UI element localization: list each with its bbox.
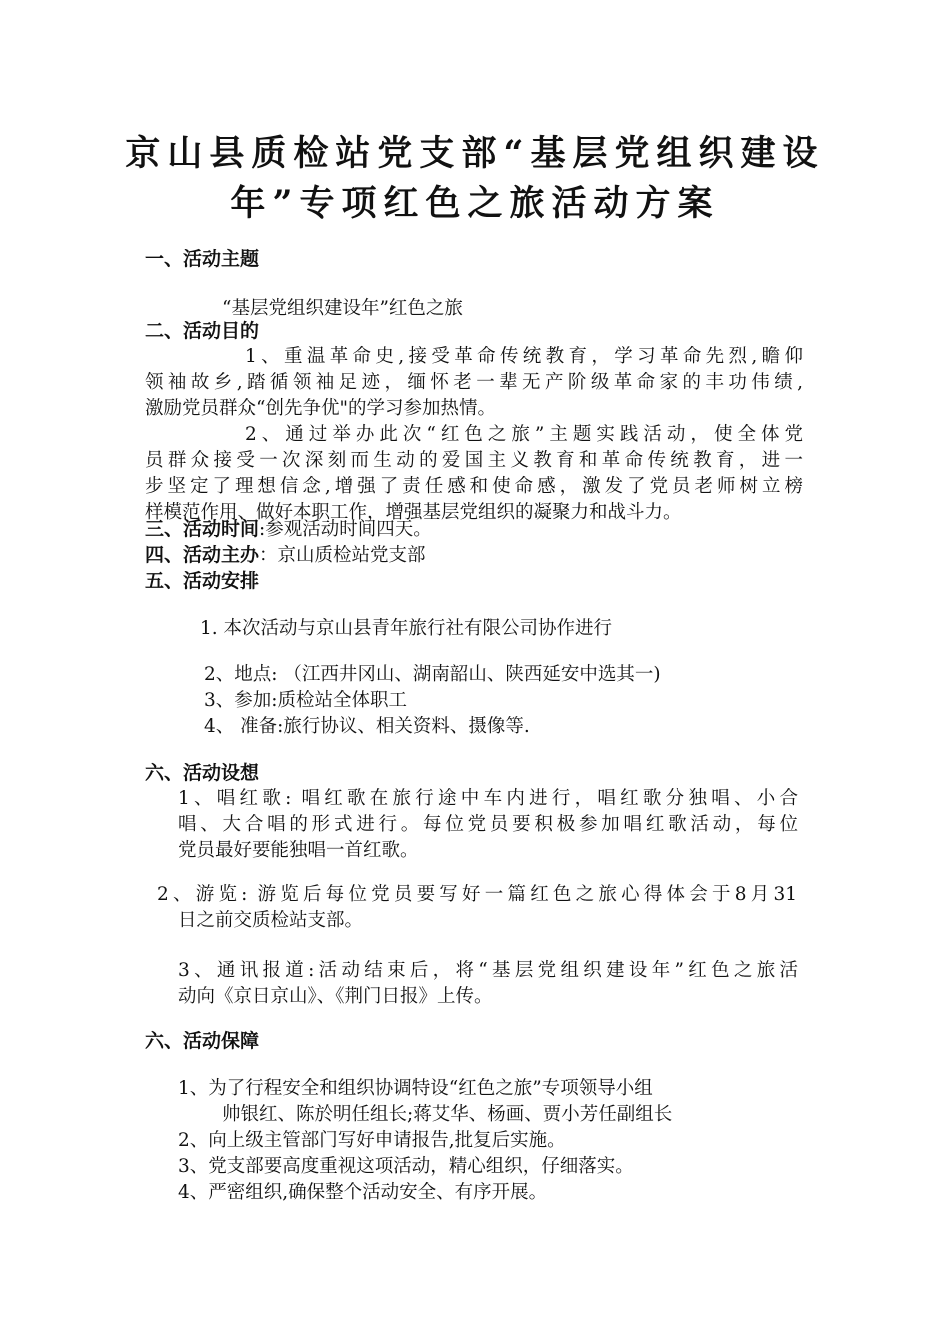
section-heading-organizer: 四、活动主办 [145,544,260,566]
document-title-line-2: 年”专项红色之旅活动方案 [230,183,720,224]
arrangement-item-4: 4、 准备:旅行协议、相关资料、摄像等. [204,716,530,737]
guarantee-item-1-line2: 帅银红、陈於明任组长;蒋艾华、杨画、贾小芳任副组长 [222,1104,673,1125]
section-heading-purpose: 二、活动目的 [145,320,260,342]
section-heading-arrangement: 五、活动安排 [145,570,260,592]
arrangement-item-2: 2、地点: （江西井冈山、湖南韶山、陕西延安中选其一) [204,664,661,685]
purpose-p1-line3: 激励党员群众“创先争优"的学习参加热情。 [145,398,496,419]
guarantee-item-3: 3、党支部要高度重视这项活动，精心组织，仔细落实。 [178,1156,634,1177]
purpose-p2-line4: 样模范作用、做好本职工作，增强基层党组织的凝聚力和战斗力。 [145,502,682,523]
plan-item-1-line2: 唱、大合唱的形式进行。每位党员要积极参加唱红歌活动，每位 [178,814,798,835]
plan-item-3-line1: 3、通讯报道:活动结束后，将“基层党组织建设年”红色之旅活 [178,960,798,981]
arrangement-item-3: 3、参加:质检站全体职工 [204,690,408,711]
organizer-text: ：京山质检站党支部 [259,545,426,566]
section-organizer [145,542,426,569]
document-title-line-1: 京山县质检站党支部“基层党组织建设 [125,133,825,174]
section-heading-guarantee: 六、活动保障 [145,1030,260,1052]
purpose-p1-line2: 领袖故乡,踏循领袖足迹，缅怀老一辈无产阶级革命家的丰功伟绩, [145,372,803,393]
plan-item-2-line2: 日之前交质检站支部。 [178,910,364,931]
guarantee-item-1-line1: 1、为了行程安全和组织协调特设“红色之旅”专项领导小组 [178,1078,653,1099]
plan-item-1-line3: 党员最好要能独唱一首红歌。 [178,840,419,861]
arrangement-item-1: 1. 本次活动与京山县青年旅行社有限公司协作进行 [200,618,613,639]
purpose-p1-line1: 1、重温革命史,接受革命传统教育，学习革命先烈,瞻仰 [245,346,803,367]
theme-text: “基层党组织建设年”红色之旅 [222,298,463,319]
purpose-p2-line2: 员群众接受一次深刻而生动的爱国主义教育和革命传统教育，进一 [145,450,803,471]
purpose-p2-line1: 2、通过举办此次“红色之旅”主题实践活动，使全体党 [245,424,803,445]
section-heading-plan: 六、活动设想 [145,762,260,784]
time-text: :参观活动时间四天。 [259,519,432,540]
plan-item-2-line1: 2、游览: 游览后每位党员要写好一篇红色之旅心得体会于8月31 [157,884,797,905]
plan-item-1-line1: 1、唱红歌: 唱红歌在旅行途中车内进行，唱红歌分独唱、小合 [178,788,798,809]
purpose-p2-line3: 步坚定了理想信念,增强了责任感和使命感，激发了党员老师树立榜 [145,476,803,497]
guarantee-item-4: 4、严密组织,确保整个活动安全、有序开展。 [178,1182,548,1203]
section-heading-time: 三、活动时间 [145,518,260,540]
section-time [145,516,432,543]
section-heading-theme: 一、活动主题 [145,248,260,270]
plan-item-3-line2: 动向《京日京山》、《荆门日报》上传。 [178,986,493,1007]
guarantee-item-2: 2、向上级主管部门写好申请报告,批复后实施。 [178,1130,566,1151]
